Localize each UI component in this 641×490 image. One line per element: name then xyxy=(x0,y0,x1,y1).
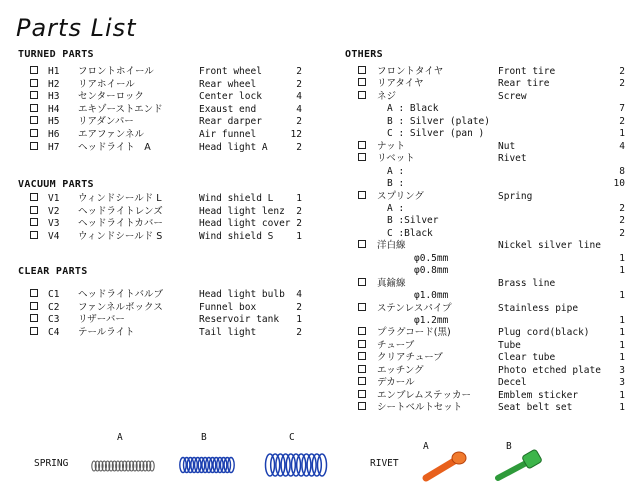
item-variant: B : xyxy=(387,178,405,190)
item-qty: 2 xyxy=(619,66,625,77)
rivet-variant-a: A xyxy=(423,441,429,452)
spring-b-icon xyxy=(178,455,236,475)
part-name-jp: ヘッドライトレンズ xyxy=(78,205,163,217)
part-name-en: Funnel box xyxy=(199,301,257,313)
part-qty: 2 xyxy=(296,301,302,313)
item-variant: A : Black xyxy=(387,103,439,115)
item-name-jp: リアタイヤ xyxy=(377,78,424,90)
part-name-jp: ヘッドライト A xyxy=(78,141,151,153)
item-name-jp: 洋白線 xyxy=(377,240,406,252)
part-code: H6 xyxy=(48,129,60,140)
part-name-en: Wind shield L xyxy=(199,193,274,204)
item-variant: φ0.8mm xyxy=(414,265,449,277)
item-qty: 3 xyxy=(619,364,625,376)
item-qty: 2 xyxy=(619,202,625,214)
others-subrow xyxy=(0,290,641,303)
part-name-jp: リアダンパー xyxy=(78,116,134,128)
checkbox[interactable] xyxy=(358,153,366,161)
item-name-en: Photo etched plate xyxy=(498,364,601,376)
item-qty: 1 xyxy=(619,339,625,351)
checkbox[interactable] xyxy=(358,303,366,311)
item-qty: 1 xyxy=(619,352,625,364)
part-code: H5 xyxy=(48,116,60,128)
item-qty: 8 xyxy=(619,165,625,177)
checkbox[interactable] xyxy=(358,141,366,149)
item-qty: 7 xyxy=(619,103,625,115)
others-heading: OTHERS xyxy=(345,49,383,60)
others-subrow xyxy=(0,103,641,116)
others-subrow xyxy=(0,315,641,328)
item-qty: 1 xyxy=(619,327,625,339)
part-qty: 1 xyxy=(296,314,302,326)
part-code: H1 xyxy=(48,66,60,77)
item-name-en: Clear tube xyxy=(498,352,556,364)
others-subrow xyxy=(0,166,641,179)
spring-c-icon xyxy=(264,452,328,478)
part-name-en: Head light lenz xyxy=(199,205,285,217)
item-qty: 3 xyxy=(619,377,625,389)
part-name-jp: ヘッドライトカバー xyxy=(78,218,163,230)
others-row xyxy=(0,352,641,365)
part-qty: 1 xyxy=(296,193,302,204)
part-name-en: Rear wheel xyxy=(199,78,257,90)
spring-variant-b: B xyxy=(201,432,207,443)
others-row xyxy=(0,327,641,340)
part-qty: 1 xyxy=(296,230,302,242)
item-variant: B : Silver (plate) xyxy=(387,115,490,127)
item-variant: φ0.5mm xyxy=(414,252,449,264)
spring-variant-c: C xyxy=(289,432,295,443)
item-qty: 1 xyxy=(619,128,625,140)
others-row xyxy=(0,390,641,403)
item-name-jp: 真鍮線 xyxy=(377,277,406,289)
part-name-en: Front wheel xyxy=(199,66,262,77)
part-qty: 4 xyxy=(296,91,302,103)
rivet-variant-b: B xyxy=(506,441,512,452)
part-code: C4 xyxy=(48,326,60,338)
part-code: H3 xyxy=(48,91,60,103)
spring-a-icon xyxy=(90,458,156,474)
others-subrow xyxy=(0,228,641,241)
part-code: C2 xyxy=(48,301,60,313)
part-name-jp: フロントホイール xyxy=(78,66,154,77)
turned-parts-heading: TURNED PARTS xyxy=(18,49,94,60)
part-name-jp: ファンネルボックス xyxy=(78,301,163,313)
item-variant: C : Silver (pan ) xyxy=(387,128,485,140)
page-title: Parts List xyxy=(16,14,137,42)
part-code: C3 xyxy=(48,314,60,326)
part-code: V3 xyxy=(48,218,60,230)
part-name-en: Rear darper xyxy=(199,116,262,128)
checkbox[interactable] xyxy=(358,191,366,199)
rivet-b-icon xyxy=(490,448,548,484)
others-row xyxy=(0,191,641,204)
part-qty: 2 xyxy=(296,326,302,338)
clear-parts-heading: CLEAR PARTS xyxy=(18,266,88,277)
part-qty: 2 xyxy=(296,205,302,217)
others-row xyxy=(0,377,641,390)
others-row xyxy=(0,66,641,79)
item-name-en: Emblem sticker xyxy=(498,389,579,401)
others-subrow xyxy=(0,116,641,129)
others-subrow xyxy=(0,203,641,216)
item-name-jp: ステンレスパイプ xyxy=(377,302,452,314)
part-name-jp: ウィンドシールド S xyxy=(78,230,163,242)
item-variant: B :Silver xyxy=(387,215,439,227)
checkbox[interactable] xyxy=(358,377,366,385)
others-row xyxy=(0,141,641,154)
item-name-en: Stainless pipe xyxy=(498,302,579,314)
vacuum-parts-heading: VACUUM PARTS xyxy=(18,179,94,190)
part-name-jp: リアホイール xyxy=(78,78,135,90)
item-name-en: Nickel silver line xyxy=(498,240,601,252)
part-qty: 2 xyxy=(296,66,302,77)
item-name-jp: ネジ xyxy=(377,90,397,102)
others-row xyxy=(0,402,641,415)
part-code: H4 xyxy=(48,103,60,115)
part-name-en: Exaust end xyxy=(199,103,257,115)
part-name-en: Wind shield S xyxy=(199,230,274,242)
checkbox[interactable] xyxy=(358,327,366,335)
item-variant: A : xyxy=(387,165,405,177)
checkbox[interactable] xyxy=(358,66,366,74)
others-subrow xyxy=(0,265,641,278)
part-name-en: Head light cover xyxy=(199,218,291,230)
item-name-jp: シートベルトセット xyxy=(377,402,463,414)
part-qty: 2 xyxy=(296,78,302,90)
item-name-en: Nut xyxy=(498,140,516,152)
item-name-jp: プラグコード(黒) xyxy=(377,327,451,339)
others-row xyxy=(0,240,641,253)
checkbox[interactable] xyxy=(358,240,366,248)
item-name-en: Front tire xyxy=(498,66,556,77)
part-code: V4 xyxy=(48,230,60,242)
part-code: V2 xyxy=(48,205,60,217)
item-name-en: Seat belt set xyxy=(498,402,573,414)
checkbox[interactable] xyxy=(358,390,366,398)
item-qty: 2 xyxy=(619,115,625,127)
others-subrow xyxy=(0,253,641,266)
others-row xyxy=(0,303,641,316)
item-qty: 1 xyxy=(619,389,625,401)
spring-variant-a: A xyxy=(117,432,123,443)
part-qty: 2 xyxy=(296,116,302,128)
part-code: C1 xyxy=(48,289,60,300)
part-name-jp: センターロック xyxy=(78,91,144,103)
part-qty: 2 xyxy=(296,218,302,230)
checkbox[interactable] xyxy=(358,402,366,410)
item-name-jp: デカール xyxy=(377,377,415,389)
item-name-jp: エンブレムステッカー xyxy=(377,389,472,401)
others-subrow xyxy=(0,128,641,141)
item-name-en: Rivet xyxy=(498,153,527,165)
item-qty: 4 xyxy=(619,140,625,152)
item-name-en: Rear tire xyxy=(498,78,550,90)
item-qty: 2 xyxy=(619,215,625,227)
part-name-jp: リザーバー xyxy=(78,314,125,326)
item-name-en: Tube xyxy=(498,339,521,351)
checkbox[interactable] xyxy=(358,365,366,373)
item-name-jp: スプリング xyxy=(377,190,424,202)
item-qty: 1 xyxy=(619,252,625,264)
spring-label: SPRING xyxy=(34,458,69,469)
item-variant: A : xyxy=(387,202,405,214)
item-qty: 1 xyxy=(619,402,625,414)
checkbox[interactable] xyxy=(358,91,366,99)
part-name-jp: テールライト xyxy=(78,326,135,338)
item-qty: 2 xyxy=(619,227,625,239)
part-code: V1 xyxy=(48,193,60,204)
part-qty: 4 xyxy=(296,289,302,300)
item-name-jp: ナット xyxy=(377,140,406,152)
item-qty: 1 xyxy=(619,315,625,326)
part-qty: 2 xyxy=(296,141,302,153)
others-row xyxy=(0,91,641,104)
others-subrow xyxy=(0,215,641,228)
checkbox[interactable] xyxy=(358,340,366,348)
item-qty: 1 xyxy=(619,265,625,277)
part-qty: 4 xyxy=(296,103,302,115)
item-qty: 1 xyxy=(619,290,625,302)
item-name-jp: リベット xyxy=(377,153,415,165)
part-qty: 12 xyxy=(290,129,302,140)
part-name-jp: ウィンドシールド L xyxy=(78,193,162,204)
part-name-jp: エアファンネル xyxy=(78,129,145,140)
item-variant: φ1.0mm xyxy=(414,290,449,302)
part-name-jp: ヘッドライトバルブ xyxy=(78,289,164,300)
others-row xyxy=(0,365,641,378)
part-name-en: Reservoir tank xyxy=(199,314,280,326)
others-row xyxy=(0,340,641,353)
part-name-jp: エキゾーストエンド xyxy=(78,103,163,115)
others-row xyxy=(0,153,641,166)
part-code: H7 xyxy=(48,141,60,153)
rivet-label: RIVET xyxy=(370,458,399,469)
item-name-jp: チューブ xyxy=(377,339,415,351)
checkbox[interactable] xyxy=(358,352,366,360)
item-name-jp: クリアチューブ xyxy=(377,352,443,364)
item-name-jp: フロントタイヤ xyxy=(377,66,444,77)
checkbox[interactable] xyxy=(358,278,366,286)
part-code: H2 xyxy=(48,78,60,90)
item-qty: 2 xyxy=(619,78,625,90)
item-name-jp: エッチング xyxy=(377,364,424,376)
part-name-en: Head light A xyxy=(199,141,268,153)
item-name-en: Plug cord(black) xyxy=(498,327,590,339)
checkbox[interactable] xyxy=(358,78,366,86)
item-name-en: Screw xyxy=(498,90,527,102)
rivet-a-icon xyxy=(420,448,470,484)
part-name-en: Air funnel xyxy=(199,129,257,140)
item-qty: 10 xyxy=(613,178,625,190)
item-name-en: Decel xyxy=(498,377,527,389)
others-row xyxy=(0,278,641,291)
item-name-en: Brass line xyxy=(498,277,556,289)
others-row xyxy=(0,78,641,91)
item-variant: φ1.2mm xyxy=(414,315,449,326)
part-name-en: Tail light xyxy=(199,326,257,338)
item-name-en: Spring xyxy=(498,190,533,202)
part-name-en: Head light bulb xyxy=(199,289,285,300)
part-name-en: Center lock xyxy=(199,91,262,103)
others-subrow xyxy=(0,178,641,191)
item-variant: C :Black xyxy=(387,227,433,239)
